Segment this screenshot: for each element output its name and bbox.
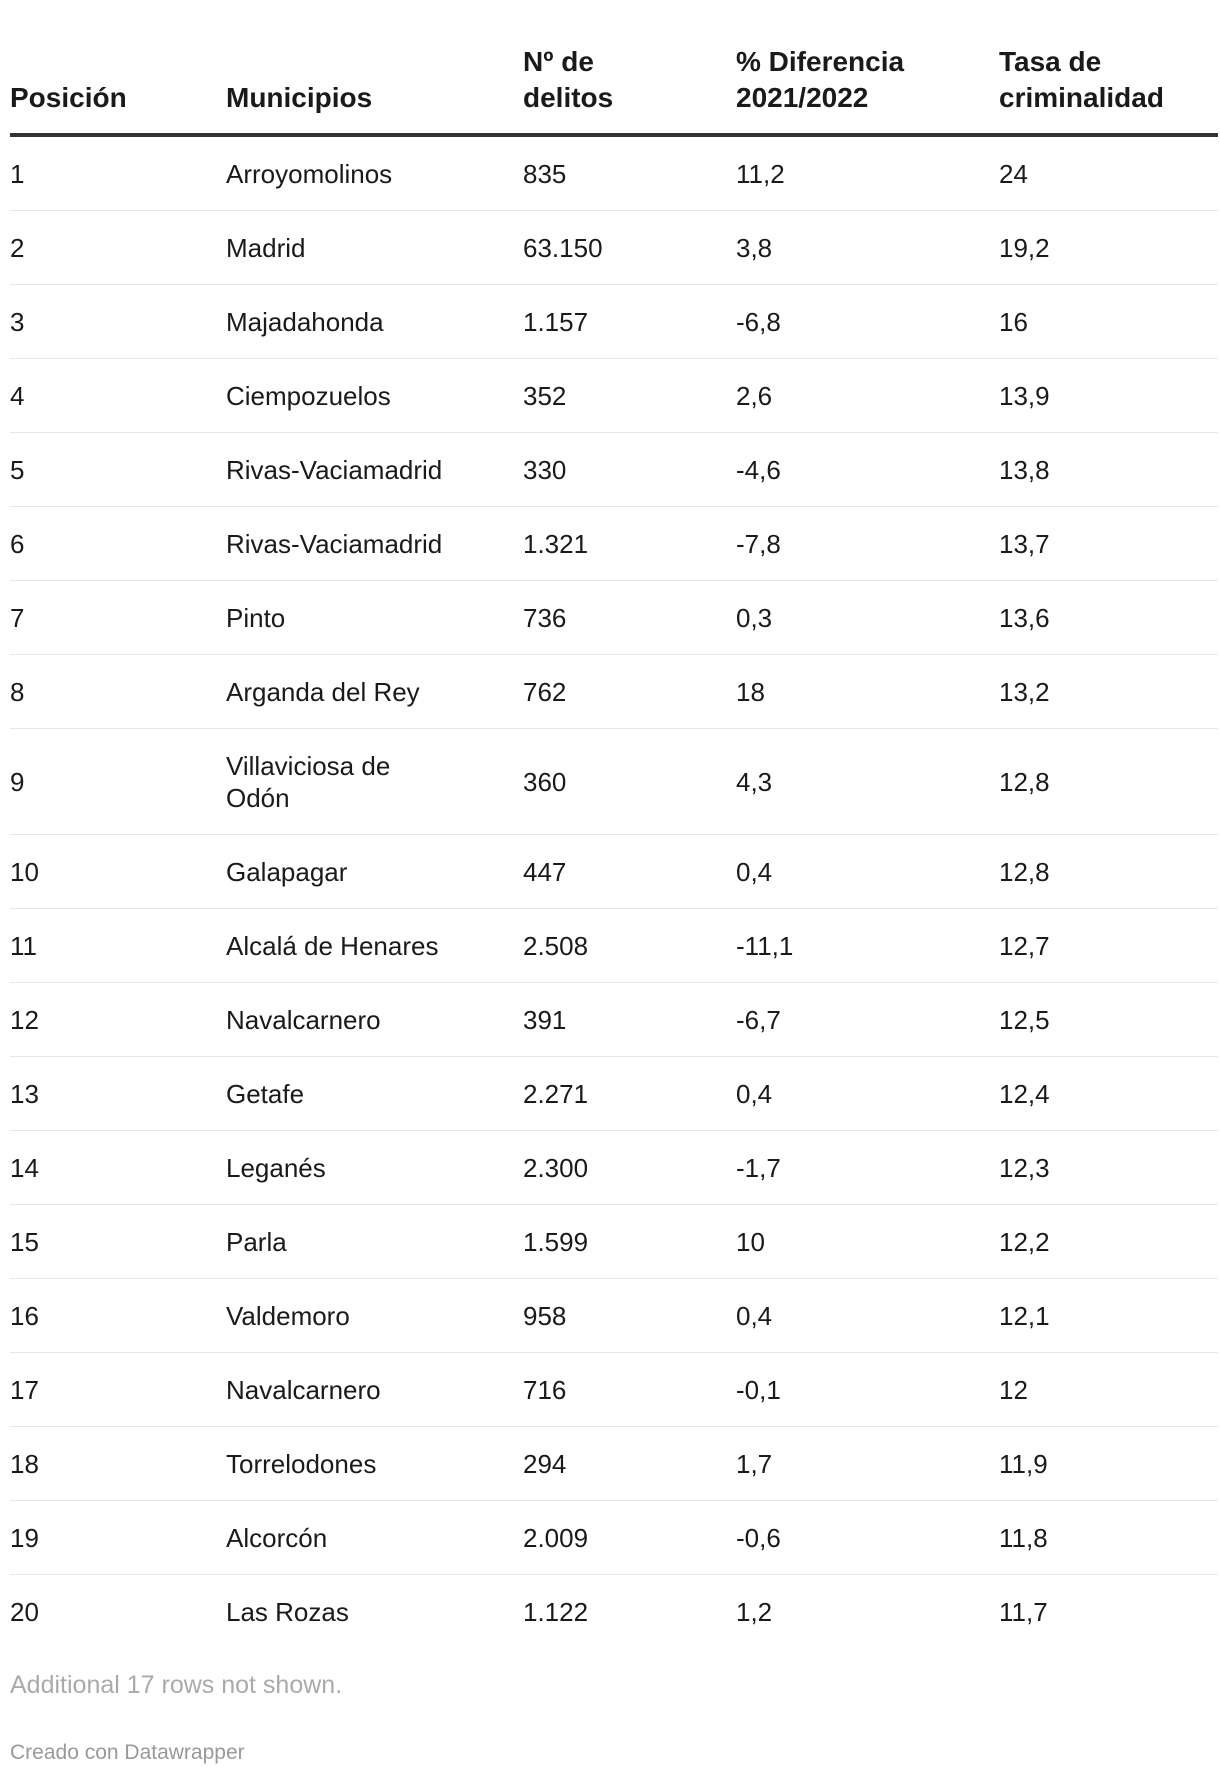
cell-position: 19 [10,1501,226,1575]
cell-difference: -4,6 [736,433,999,507]
cell-crimes: 447 [523,835,736,909]
cell-difference: 4,3 [736,729,999,835]
column-header-crime-rate [999,0,1218,135]
cell-position: 14 [10,1131,226,1205]
cell-difference: 1,7 [736,1427,999,1501]
cell-crimes: 391 [523,983,736,1057]
table-row [10,507,1218,581]
cell-crime-rate: 16 [999,285,1218,359]
cell-crime-rate: 13,6 [999,581,1218,655]
cell-municipality: Pinto [226,581,523,655]
cell-position: 2 [10,211,226,285]
table-notes: Additional 17 rows not shown. [10,1671,343,1699]
cell-municipality: Arganda del Rey [226,655,523,729]
cell-crimes: 2.300 [523,1131,736,1205]
cell-municipality: Alcorcón [226,1501,523,1575]
cell-crime-rate: 13,2 [999,655,1218,729]
cell-position: 16 [10,1279,226,1353]
cell-position: 8 [10,655,226,729]
cell-difference: -0,1 [736,1353,999,1427]
cell-difference: 11,2 [736,135,999,211]
table-row [10,729,1218,835]
cell-municipality: Madrid [226,211,523,285]
cell-crime-rate: 11,9 [999,1427,1218,1501]
cell-position: 5 [10,433,226,507]
table-row [10,359,1218,433]
cell-crime-rate: 12,8 [999,835,1218,909]
table-row [10,581,1218,655]
cell-crimes: 352 [523,359,736,433]
cell-difference: 18 [736,655,999,729]
cell-difference: 0,4 [736,835,999,909]
header-row [10,0,1218,135]
table-row [10,433,1218,507]
cell-crimes: 716 [523,1353,736,1427]
cell-difference: -7,8 [736,507,999,581]
cell-municipality: Rivas-Vaciamadrid [226,433,523,507]
column-header-text: Municipios [226,82,373,113]
table-row [10,1057,1218,1131]
cell-municipality: Leganés [226,1131,523,1205]
table-body [10,135,1218,1648]
cell-crime-rate: 12 [999,1353,1218,1427]
cell-crime-rate: 12,2 [999,1205,1218,1279]
table-header [10,0,1218,135]
column-header-text: 2021/2022 [736,82,869,113]
cell-municipality: Arroyomolinos [226,135,523,211]
cell-difference: 0,4 [736,1279,999,1353]
cell-crimes: 2.508 [523,909,736,983]
table-row [10,983,1218,1057]
cell-crime-rate: 11,7 [999,1596,1048,1627]
table-row [10,211,1218,285]
table-row [10,835,1218,909]
table-row [10,135,1218,211]
column-header-text: Nº de [523,46,594,77]
cell-difference: -11,1 [736,909,999,983]
table-container [10,0,1218,1648]
table-row [10,1131,1218,1205]
column-header-municipality [226,0,523,135]
cell-municipality: Torrelodones [226,1427,523,1501]
cell-crimes: 736 [523,581,736,655]
cell-position: 11 [10,909,226,983]
cell-crimes: 835 [523,135,736,211]
cell-difference: 0,3 [736,581,999,655]
column-header-text: % Diferencia [736,46,905,77]
table-row [10,1575,1218,1649]
cell-municipality: Galapagar [226,835,523,909]
cell-difference: -6,7 [736,983,999,1057]
cell-crime-rate: 12,3 [999,1131,1218,1205]
crime-table [10,0,1218,1648]
column-header-text: criminalidad [999,82,1164,113]
column-header-difference [736,0,999,135]
column-header-text: Posición [10,82,127,113]
cell-municipality: Majadahonda [226,285,523,359]
table-row [10,285,1218,359]
cell-difference: 3,8 [736,211,999,285]
table-row [10,1501,1218,1575]
cell-position: 3 [10,285,226,359]
cell-position: 1 [10,135,226,211]
cell-crimes: 63.150 [523,211,736,285]
cell-position: 9 [10,729,226,835]
cell-position: 20 [10,1596,39,1627]
cell-municipality: Parla [226,1205,523,1279]
cell-position: 12 [10,983,226,1057]
table-row [10,1353,1218,1427]
cell-position: 4 [10,359,226,433]
cell-crimes: 2.271 [523,1057,736,1131]
cell-crime-rate: 19,2 [999,211,1218,285]
cell-crimes: 958 [523,1279,736,1353]
cell-difference: 2,6 [736,359,999,433]
cell-crime-rate: 12,7 [999,909,1218,983]
cell-crime-rate: 11,8 [999,1501,1218,1575]
cell-municipality: Getafe [226,1057,523,1131]
cell-crimes: 2.009 [523,1501,736,1575]
cell-position: 10 [10,835,226,909]
cell-position: 13 [10,1057,226,1131]
cell-difference: 0,4 [736,1057,999,1131]
cell-municipality: Ciempozuelos [226,359,523,433]
cell-municipality: Alcalá de Henares [226,909,523,983]
cell-difference: 10 [736,1205,999,1279]
cell-position: 6 [10,507,226,581]
cell-crimes: 1.157 [523,285,736,359]
cell-position: 15 [10,1205,226,1279]
cell-crime-rate: 13,8 [999,433,1218,507]
table-row [10,1427,1218,1501]
cell-difference: 1,2 [736,1596,773,1627]
cell-difference: -1,7 [736,1131,999,1205]
cell-crime-rate: 24 [999,135,1218,211]
cell-crimes: 330 [523,433,736,507]
cell-difference: -0,6 [736,1501,999,1575]
cell-position: 7 [10,581,226,655]
cell-crimes: 1.122 [523,1596,589,1627]
cell-crimes: 294 [523,1427,736,1501]
cell-municipality: Villaviciosa de Odón [226,729,523,835]
column-header-position [10,0,226,135]
column-header-text: Tasa de [999,46,1102,77]
cell-crime-rate: 12,1 [999,1279,1218,1353]
cell-position: 18 [10,1427,226,1501]
datawrapper-credit: Creado con Datawrapper [10,1741,245,1764]
cell-municipality: Navalcarnero [226,1353,523,1427]
cell-crimes: 762 [523,655,736,729]
cell-difference: -6,8 [736,285,999,359]
cell-municipality: Rivas-Vaciamadrid [226,507,523,581]
column-header-crimes [523,0,736,135]
cell-crime-rate: 12,4 [999,1057,1218,1131]
cell-municipality: Navalcarnero [226,983,523,1057]
table-row [10,655,1218,729]
cell-crimes: 1.599 [523,1205,736,1279]
table-row [10,1279,1218,1353]
column-header-text: delitos [523,82,614,113]
cell-crime-rate: 12,8 [999,729,1218,835]
cell-municipality: Valdemoro [226,1279,523,1353]
cell-position: 17 [10,1353,226,1427]
cell-crimes: 1.321 [523,507,736,581]
cell-crimes: 360 [523,729,736,835]
table-row [10,909,1218,983]
cell-crime-rate: 12,5 [999,983,1218,1057]
cell-crime-rate: 13,9 [999,359,1218,433]
cell-municipality: Las Rozas [226,1596,349,1627]
cell-crime-rate: 13,7 [999,507,1218,581]
table-row [10,1205,1218,1279]
